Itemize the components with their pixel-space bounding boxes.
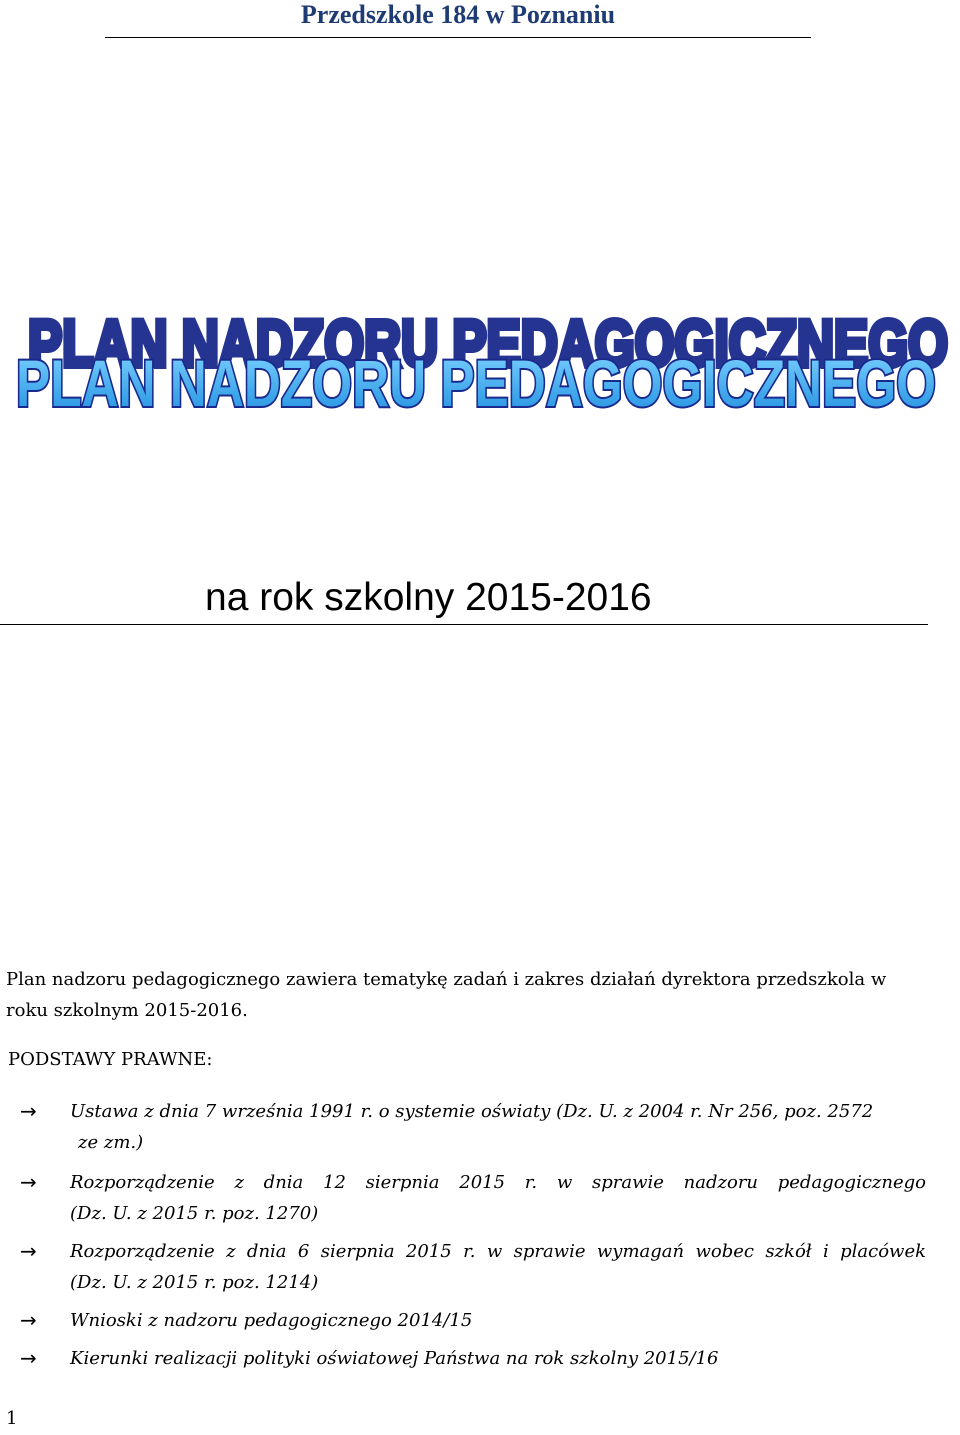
list-item-text: Ustawa z dnia 7 września 1991 r. o systemie oświaty (Dz. U. z 2004 r. Nr 256, poz. 2572 [70,1101,874,1122]
list-item-text: Kierunki realizacji polityki oświatowej Państwa na rok szkolny 2015/16 [70,1348,719,1369]
arrow-right-icon: → [20,1308,37,1332]
arrow-right-icon: → [20,1170,37,1194]
wordart-title [0,310,960,440]
list-item-continuation: ze zm.) [78,1132,144,1153]
list-item-text: Wnioski z nadzoru pedagogicznego 2014/15 [70,1310,473,1331]
list-item [0,1305,960,1336]
legal-basis-list [0,1096,960,1374]
school-year-subtitle: na rok szkolny 2015-2016 [205,576,652,619]
list-item-text: Rozporządzenie z dnia 12 sierpnia 2015 r. w sprawie nadzoru pedagogicznego [70,1172,926,1193]
list-item [0,1236,960,1298]
list-item-continuation: (Dz. U. z 2015 r. poz. 1214) [70,1272,319,1293]
list-item [0,1167,960,1229]
list-item [0,1343,960,1374]
subtitle-divider [0,624,928,625]
legal-basis-heading: PODSTAWY PRAWNE: [8,1049,213,1070]
list-item [0,1096,960,1158]
arrow-right-icon: → [20,1346,37,1370]
list-item-continuation: (Dz. U. z 2015 r. poz. 1270) [70,1203,319,1224]
school-name: Przedszkole 184 w Poznaniu [300,0,616,29]
arrow-right-icon: → [20,1099,37,1123]
intro-paragraph: Plan nadzoru pedagogicznego zawiera tematykę zadań i zakres działań dyrektora przedszkola w roku szkolnym 2015-2016. [6,969,887,1021]
wordart-text: PLAN NADZORU PEDAGOGICZNEGO [16,346,936,420]
wordart-shadow: PLAN NADZORU PEDAGOGICZNEGO [28,310,948,380]
header-divider [105,37,811,38]
page-number: 1 [6,1408,18,1429]
arrow-right-icon: → [20,1239,37,1263]
list-item-text: Rozporządzenie z dnia 6 sierpnia 2015 r. w sprawie wymagań wobec szkół i placówek [70,1241,926,1262]
